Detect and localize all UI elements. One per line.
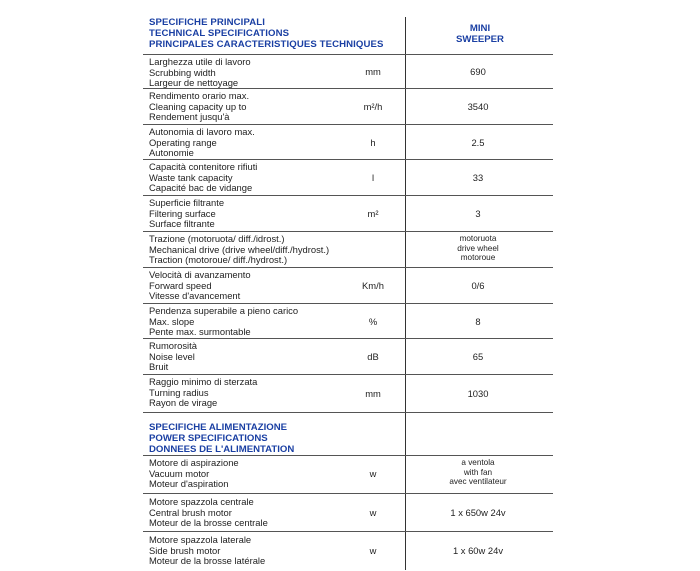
spec-row-forward-speed <box>143 267 553 303</box>
row-label: Velocità di avanzamento Forward speed Vitesse d'avancement <box>149 269 251 302</box>
row-label: Motore spazzola laterale Side brush motor Moteur de la brosse latérale <box>149 534 266 567</box>
row-label: Motore spazzola centrale Central brush motor Moteur de la brosse centrale <box>149 496 268 529</box>
row-value: 33 <box>472 172 484 183</box>
title-english: TECHNICAL SPECIFICATIONS <box>149 28 290 40</box>
row-unit: l <box>371 172 375 183</box>
row-label: Rumorosità Noise level Bruit <box>149 340 197 373</box>
row-value: 1 x 60w 24v <box>452 545 504 556</box>
power-spec-header <box>143 412 553 455</box>
row-value: a ventola with fan avec ventilateur <box>449 458 507 487</box>
row-unit: h <box>370 137 376 148</box>
row-unit: m²/h <box>363 101 383 112</box>
spec-row-scrubbing-width <box>143 54 553 88</box>
main-spec-header <box>143 14 553 54</box>
spec-row-operating-range <box>143 124 553 159</box>
row-label: Pendenza superabile a pieno carico Max. slope Pente max. surmontable <box>149 305 299 338</box>
row-value: 2.5 <box>471 137 485 148</box>
row-unit: w <box>369 507 377 518</box>
spec-row-turning-radius <box>143 374 553 412</box>
row-value: 3540 <box>467 101 489 112</box>
model-name-line: MINI <box>469 23 491 34</box>
row-unit: Km/h <box>362 280 384 291</box>
row-unit: m² <box>367 208 379 219</box>
row-unit: % <box>368 316 378 327</box>
spec-row-noise-level <box>143 338 553 374</box>
row-value: 690 <box>470 66 486 77</box>
title-italian: SPECIFICHE PRINCIPALI <box>149 17 265 28</box>
row-unit: w <box>369 545 377 556</box>
model-name-line: SWEEPER <box>456 34 504 45</box>
spec-row-cleaning-capacity <box>143 88 553 124</box>
row-value: 1 x 650w 24v <box>450 507 506 518</box>
main-spec-title <box>149 17 384 51</box>
spec-row-waste-tank <box>143 159 553 195</box>
power-row-side-brush-motor <box>143 531 553 567</box>
row-unit: dB <box>367 351 379 362</box>
row-label: Superficie filtrante Filtering surface Surface filtrante <box>149 197 225 230</box>
model-name <box>410 23 550 45</box>
row-label: Rendimento orario max. Cleaning capacity up to Rendement jusqu'à <box>149 90 250 123</box>
row-label: Larghezza utile di lavoro Scrubbing width Largeur de nettoyage <box>149 56 251 89</box>
row-unit: mm <box>365 66 381 77</box>
spec-row-mechanical-drive <box>143 231 553 267</box>
row-value: 1030 <box>467 388 489 399</box>
spec-row-filtering-surface <box>143 195 553 231</box>
row-value: 65 <box>472 351 484 362</box>
row-unit: w <box>369 468 377 479</box>
power-row-vacuum-motor <box>143 455 553 493</box>
power-spec-title: SPECIFICHE ALIMENTAZIONE POWER SPECIFICATIONS DONNEES DE L'ALIMENTATION <box>149 422 295 456</box>
row-value: 8 <box>475 316 481 327</box>
row-label: Motore di aspirazione Vacuum motor Moteur d'aspiration <box>149 457 239 490</box>
row-label: Capacità contenitore rifiuti Waste tank capacity Capacité bac de vidange <box>149 161 258 194</box>
row-label: Autonomia di lavoro max. Operating range Autonomie <box>149 126 255 159</box>
row-unit: mm <box>365 388 381 399</box>
title-french: PRINCIPALES CARACTERISTIQUES TECHNIQUES <box>149 39 384 51</box>
spec-row-max-slope <box>143 303 553 338</box>
row-label: Trazione (motoruota/ diff./idrost.) Mechanical drive (drive wheel/diff./hydrost.) Traction (motoroue/ diff./hydrost.) <box>149 233 330 266</box>
row-value: 3 <box>475 208 481 219</box>
row-value: 0/6 <box>471 280 485 291</box>
row-value: motoruota drive wheel motoroue <box>457 234 499 263</box>
power-row-central-brush-motor <box>143 493 553 531</box>
row-label: Raggio minimo di sterzata Turning radius Rayon de virage <box>149 376 258 409</box>
spec-sheet <box>143 14 553 567</box>
